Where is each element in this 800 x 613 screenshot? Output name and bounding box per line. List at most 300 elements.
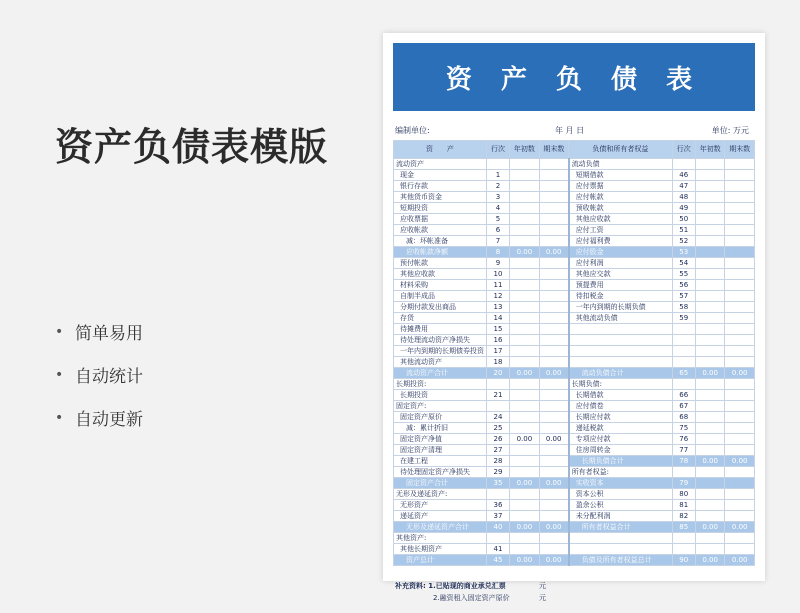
liability-label: 应付福利费: [569, 236, 672, 247]
asset-begin-value: [510, 357, 540, 368]
liability-line-no: 68: [672, 412, 695, 423]
asset-begin-value: 0.00: [510, 434, 540, 445]
asset-line-no: 15: [486, 324, 509, 335]
asset-label: 无形及递延资产:: [394, 489, 487, 500]
asset-begin-value: [510, 192, 540, 203]
asset-begin-value: [510, 203, 540, 214]
subtotal-row: [394, 247, 755, 258]
asset-label: 应收帐款: [394, 225, 487, 236]
asset-line-no: [486, 401, 509, 412]
asset-begin-value: [510, 346, 540, 357]
liability-begin-value: [695, 203, 725, 214]
liability-end-value: [725, 258, 755, 269]
liability-begin-value: [695, 412, 725, 423]
liability-begin-value: [695, 357, 725, 368]
asset-line-no: 11: [486, 280, 509, 291]
asset-label: 无形及递延资产合计: [394, 522, 487, 533]
asset-end-value: [539, 357, 569, 368]
asset-label: 固定资产清理: [394, 445, 487, 456]
sheet-title-banner: [393, 43, 755, 111]
liability-end-value: [725, 280, 755, 291]
liability-label: 所有者权益:: [569, 467, 672, 478]
table-row: [394, 390, 755, 401]
asset-begin-value: 0.00: [510, 368, 540, 379]
liability-line-no: 55: [672, 269, 695, 280]
liability-label: 资本公积: [569, 489, 672, 500]
liability-begin-value: [695, 324, 725, 335]
liability-line-no: 65: [672, 368, 695, 379]
asset-line-no: 18: [486, 357, 509, 368]
liability-begin-value: [695, 247, 725, 258]
liability-end-value: [725, 467, 755, 478]
asset-begin-value: [510, 170, 540, 181]
liability-begin-value: [695, 533, 725, 544]
liability-line-no: [672, 335, 695, 346]
asset-line-no: 24: [486, 412, 509, 423]
asset-line-no: 27: [486, 445, 509, 456]
liability-begin-value: [695, 335, 725, 346]
asset-end-value: [539, 170, 569, 181]
asset-label: 固定资产:: [394, 401, 487, 412]
liability-begin-value: [695, 225, 725, 236]
asset-line-no: 20: [486, 368, 509, 379]
header-cell: 期末数: [539, 141, 569, 159]
supplement-item: 2.融资租入固定资产原价: [433, 594, 510, 602]
table-row: [394, 467, 755, 478]
liability-line-no: 54: [672, 258, 695, 269]
unit-label: 编制单位:: [395, 126, 430, 135]
table-row: [394, 379, 755, 390]
asset-end-value: [539, 192, 569, 203]
liability-line-no: 47: [672, 181, 695, 192]
liability-begin-value: 0.00: [695, 522, 725, 533]
table-row: [394, 533, 755, 544]
table-row: [394, 291, 755, 302]
asset-label: 待处理流动资产净损失: [394, 335, 487, 346]
liability-end-value: 0.00: [725, 555, 755, 566]
liability-line-no: 67: [672, 401, 695, 412]
asset-end-value: 0.00: [539, 478, 569, 489]
supplement-line: 补充资料: 1.已贴现的商业承兑汇票: [395, 582, 506, 590]
supplement-unit: 元: [539, 582, 546, 590]
asset-begin-value: [510, 258, 540, 269]
liability-end-value: 0.00: [725, 522, 755, 533]
asset-end-value: [539, 412, 569, 423]
asset-begin-value: 0.00: [510, 522, 540, 533]
asset-label: 资产总计: [394, 555, 487, 566]
liability-label: [569, 533, 672, 544]
asset-label: 长期投资:: [394, 379, 487, 390]
asset-end-value: [539, 159, 569, 170]
liability-line-no: 51: [672, 225, 695, 236]
asset-end-value: 0.00: [539, 247, 569, 258]
header-cell: 行次: [486, 141, 509, 159]
liability-begin-value: [695, 489, 725, 500]
asset-line-no: 9: [486, 258, 509, 269]
asset-end-value: [539, 258, 569, 269]
asset-begin-value: [510, 236, 540, 247]
table-row: [394, 324, 755, 335]
liability-line-no: 50: [672, 214, 695, 225]
liability-line-no: [672, 346, 695, 357]
table-row: [394, 181, 755, 192]
liability-begin-value: [695, 544, 725, 555]
asset-end-value: [539, 544, 569, 555]
asset-label: 其他长期资产: [394, 544, 487, 555]
liability-label: 所有者权益合计: [569, 522, 672, 533]
table-row: [394, 313, 755, 324]
table-row: [394, 544, 755, 555]
table-row: [394, 412, 755, 423]
liability-begin-value: [695, 181, 725, 192]
liability-end-value: [725, 544, 755, 555]
asset-line-no: 37: [486, 511, 509, 522]
asset-line-no: [486, 159, 509, 170]
liability-label: 短期借款: [569, 170, 672, 181]
asset-label: 固定资产净值: [394, 434, 487, 445]
asset-label: 在建工程: [394, 456, 487, 467]
asset-end-value: 0.00: [539, 368, 569, 379]
asset-begin-value: 0.00: [510, 478, 540, 489]
table-row: [394, 214, 755, 225]
liability-begin-value: [695, 445, 725, 456]
liability-begin-value: [695, 236, 725, 247]
table-row: [394, 203, 755, 214]
asset-end-value: [539, 467, 569, 478]
asset-begin-value: [510, 225, 540, 236]
asset-begin-value: 0.00: [510, 555, 540, 566]
liability-line-no: [672, 533, 695, 544]
asset-label: 分期付款发出商品: [394, 302, 487, 313]
liability-line-no: 81: [672, 500, 695, 511]
asset-label: 其他资产:: [394, 533, 487, 544]
asset-begin-value: [510, 533, 540, 544]
liability-end-value: [725, 478, 755, 489]
asset-end-value: [539, 500, 569, 511]
table-row: [394, 434, 755, 445]
liability-end-value: [725, 335, 755, 346]
header-cell: 年初数: [510, 141, 540, 159]
balance-sheet-preview: [383, 33, 765, 602]
liability-label: [569, 544, 672, 555]
asset-label: 待处理固定资产净损失: [394, 467, 487, 478]
feature-item: [55, 396, 143, 439]
liability-line-no: 56: [672, 280, 695, 291]
asset-end-value: 0.00: [539, 522, 569, 533]
liability-end-value: [725, 379, 755, 390]
liability-begin-value: [695, 346, 725, 357]
asset-label: 长期投资: [394, 390, 487, 401]
asset-begin-value: [510, 379, 540, 390]
asset-line-no: 40: [486, 522, 509, 533]
liability-begin-value: [695, 170, 725, 181]
liability-line-no: 52: [672, 236, 695, 247]
liability-end-value: [725, 445, 755, 456]
liability-begin-value: [695, 214, 725, 225]
table-row: [394, 456, 755, 467]
liability-line-no: [672, 357, 695, 368]
asset-begin-value: [510, 313, 540, 324]
liability-end-value: [725, 302, 755, 313]
feature-item: [55, 310, 143, 353]
table-row: [394, 170, 755, 181]
promo-title: 资产负债表模版: [55, 125, 329, 169]
asset-label: 自制半成品: [394, 291, 487, 302]
liability-line-no: [672, 324, 695, 335]
asset-begin-value: [510, 500, 540, 511]
asset-label: 其他流动资产: [394, 357, 487, 368]
liability-label: 应付工资: [569, 225, 672, 236]
asset-line-no: 2: [486, 181, 509, 192]
supplement-unit: 元: [539, 594, 546, 602]
currency-label: 单位: 万元: [711, 126, 749, 135]
liability-end-value: [725, 159, 755, 170]
asset-label: 固定资产原价: [394, 412, 487, 423]
liability-end-value: [725, 214, 755, 225]
asset-label: 材料采购: [394, 280, 487, 291]
liability-begin-value: 0.00: [695, 456, 725, 467]
asset-label: 预付帐款: [394, 258, 487, 269]
asset-label: 其他应收款: [394, 269, 487, 280]
liability-label: 应付股金: [569, 247, 672, 258]
asset-line-no: 5: [486, 214, 509, 225]
table-row: [394, 225, 755, 236]
asset-begin-value: [510, 324, 540, 335]
liability-end-value: [725, 511, 755, 522]
asset-line-no: [486, 533, 509, 544]
liability-label: [569, 346, 672, 357]
liability-label: 未分配利润: [569, 511, 672, 522]
liability-line-no: 76: [672, 434, 695, 445]
asset-end-value: [539, 181, 569, 192]
table-row: [394, 159, 755, 170]
liability-label: 其他应收款: [569, 214, 672, 225]
asset-line-no: 7: [486, 236, 509, 247]
liability-begin-value: [695, 269, 725, 280]
liability-label: 预提费用: [569, 280, 672, 291]
liability-begin-value: [695, 302, 725, 313]
subtotal-row: [394, 522, 755, 533]
subtotal-row: [394, 555, 755, 566]
liability-end-value: [725, 434, 755, 445]
liability-label: 其他应交款: [569, 269, 672, 280]
asset-line-no: 3: [486, 192, 509, 203]
subtotal-row: [394, 478, 755, 489]
asset-label: 无形资产: [394, 500, 487, 511]
asset-label: 减：坏帐准备: [394, 236, 487, 247]
asset-end-value: 0.00: [539, 555, 569, 566]
table-row: [394, 269, 755, 280]
liability-line-no: 90: [672, 555, 695, 566]
liability-label: [569, 357, 672, 368]
header-cell: 负债和所有者权益: [569, 141, 672, 159]
asset-line-no: 4: [486, 203, 509, 214]
liability-begin-value: [695, 313, 725, 324]
asset-end-value: [539, 214, 569, 225]
asset-end-value: [539, 324, 569, 335]
header-cell: 行次: [672, 141, 695, 159]
table-row: [394, 335, 755, 346]
liability-line-no: 85: [672, 522, 695, 533]
liability-line-no: 82: [672, 511, 695, 522]
liability-line-no: 59: [672, 313, 695, 324]
asset-begin-value: [510, 214, 540, 225]
liability-line-no: [672, 544, 695, 555]
feature-label: 简单易用: [75, 324, 143, 344]
liability-begin-value: [695, 511, 725, 522]
liability-line-no: 78: [672, 456, 695, 467]
asset-end-value: [539, 236, 569, 247]
liability-label: 应付债卷: [569, 401, 672, 412]
liability-label: 递延税款: [569, 423, 672, 434]
liability-begin-value: [695, 500, 725, 511]
asset-label: 应收帐款净额: [394, 247, 487, 258]
asset-line-no: 28: [486, 456, 509, 467]
liability-label: 盈余公积: [569, 500, 672, 511]
asset-end-value: [539, 489, 569, 500]
asset-begin-value: [510, 489, 540, 500]
asset-line-no: 10: [486, 269, 509, 280]
asset-line-no: 12: [486, 291, 509, 302]
asset-line-no: 41: [486, 544, 509, 555]
asset-label: 流动资产合计: [394, 368, 487, 379]
asset-line-no: 16: [486, 335, 509, 346]
asset-line-no: 1: [486, 170, 509, 181]
liability-end-value: 0.00: [725, 368, 755, 379]
liability-begin-value: 0.00: [695, 555, 725, 566]
asset-end-value: [539, 203, 569, 214]
asset-begin-value: [510, 335, 540, 346]
asset-end-value: [539, 423, 569, 434]
liability-end-value: [725, 203, 755, 214]
liability-label: 待扣税金: [569, 291, 672, 302]
liability-label: 应付票据: [569, 181, 672, 192]
asset-end-value: [539, 269, 569, 280]
table-row: [394, 236, 755, 247]
liability-end-value: [725, 423, 755, 434]
asset-begin-value: [510, 159, 540, 170]
asset-line-no: 13: [486, 302, 509, 313]
asset-end-value: [539, 335, 569, 346]
feature-item: [55, 353, 143, 396]
liability-begin-value: [695, 478, 725, 489]
asset-label: 减：累计折旧: [394, 423, 487, 434]
asset-end-value: [539, 291, 569, 302]
asset-line-no: 8: [486, 247, 509, 258]
asset-begin-value: [510, 423, 540, 434]
asset-label: 银行存款: [394, 181, 487, 192]
asset-line-no: 26: [486, 434, 509, 445]
liability-line-no: 66: [672, 390, 695, 401]
asset-line-no: 6: [486, 225, 509, 236]
liability-end-value: [725, 357, 755, 368]
table-row: [394, 346, 755, 357]
liability-label: 预收帐款: [569, 203, 672, 214]
liability-line-no: 75: [672, 423, 695, 434]
asset-begin-value: [510, 280, 540, 291]
liability-begin-value: [695, 423, 725, 434]
liability-label: 长期负债合计: [569, 456, 672, 467]
table-row: [394, 489, 755, 500]
asset-label: 其他货币资金: [394, 192, 487, 203]
asset-end-value: [539, 390, 569, 401]
sheet-title: 资 产 负 债 表: [445, 64, 703, 95]
liability-line-no: 77: [672, 445, 695, 456]
liability-label: 应付帐款: [569, 192, 672, 203]
liability-line-no: 49: [672, 203, 695, 214]
liability-label: 负债及所有者权益总计: [569, 555, 672, 566]
table-row: [394, 500, 755, 511]
asset-end-value: [539, 533, 569, 544]
asset-line-no: 21: [486, 390, 509, 401]
table-row: [394, 401, 755, 412]
liability-label: 实收资本: [569, 478, 672, 489]
liability-label: 应付利润: [569, 258, 672, 269]
asset-begin-value: [510, 181, 540, 192]
asset-end-value: [539, 401, 569, 412]
liability-label: 流动负债: [569, 159, 672, 170]
asset-label: 待摊费用: [394, 324, 487, 335]
liability-begin-value: [695, 159, 725, 170]
bullet-icon: •: [55, 409, 64, 426]
asset-begin-value: [510, 390, 540, 401]
asset-label: 现金: [394, 170, 487, 181]
feature-list: [55, 310, 143, 439]
table-header-row: [394, 141, 755, 159]
bullet-icon: •: [55, 323, 64, 340]
table-row: [394, 302, 755, 313]
asset-label: 流动资产: [394, 159, 487, 170]
liability-label: 住房周转金: [569, 445, 672, 456]
liability-begin-value: [695, 379, 725, 390]
liability-line-no: [672, 379, 695, 390]
table-row: [394, 192, 755, 203]
liability-label: 长期负债:: [569, 379, 672, 390]
asset-begin-value: 0.00: [510, 247, 540, 258]
date-label: 年 月 日: [555, 126, 585, 135]
liability-end-value: [725, 489, 755, 500]
balance-table: [393, 140, 755, 566]
bullet-icon: •: [55, 366, 64, 383]
asset-end-value: 0.00: [539, 434, 569, 445]
asset-begin-value: [510, 412, 540, 423]
asset-line-no: 14: [486, 313, 509, 324]
asset-begin-value: [510, 511, 540, 522]
liability-line-no: 48: [672, 192, 695, 203]
liability-begin-value: [695, 192, 725, 203]
asset-line-no: 29: [486, 467, 509, 478]
table-row: [394, 511, 755, 522]
asset-label: 递延资产: [394, 511, 487, 522]
liability-end-value: [725, 181, 755, 192]
asset-label: 固定资产合计: [394, 478, 487, 489]
asset-label: 短期投资: [394, 203, 487, 214]
header-cell: 期末数: [725, 141, 755, 159]
liability-begin-value: [695, 390, 725, 401]
liability-line-no: 46: [672, 170, 695, 181]
liability-end-value: [725, 412, 755, 423]
asset-label: 应收票据: [394, 214, 487, 225]
header-cell: 资 产: [394, 141, 487, 159]
liability-label: 长期应付款: [569, 412, 672, 423]
asset-begin-value: [510, 302, 540, 313]
asset-end-value: [539, 225, 569, 236]
liability-label: 其他流动负债: [569, 313, 672, 324]
liability-end-value: [725, 247, 755, 258]
liability-end-value: 0.00: [725, 456, 755, 467]
liability-end-value: [725, 324, 755, 335]
asset-line-no: 36: [486, 500, 509, 511]
